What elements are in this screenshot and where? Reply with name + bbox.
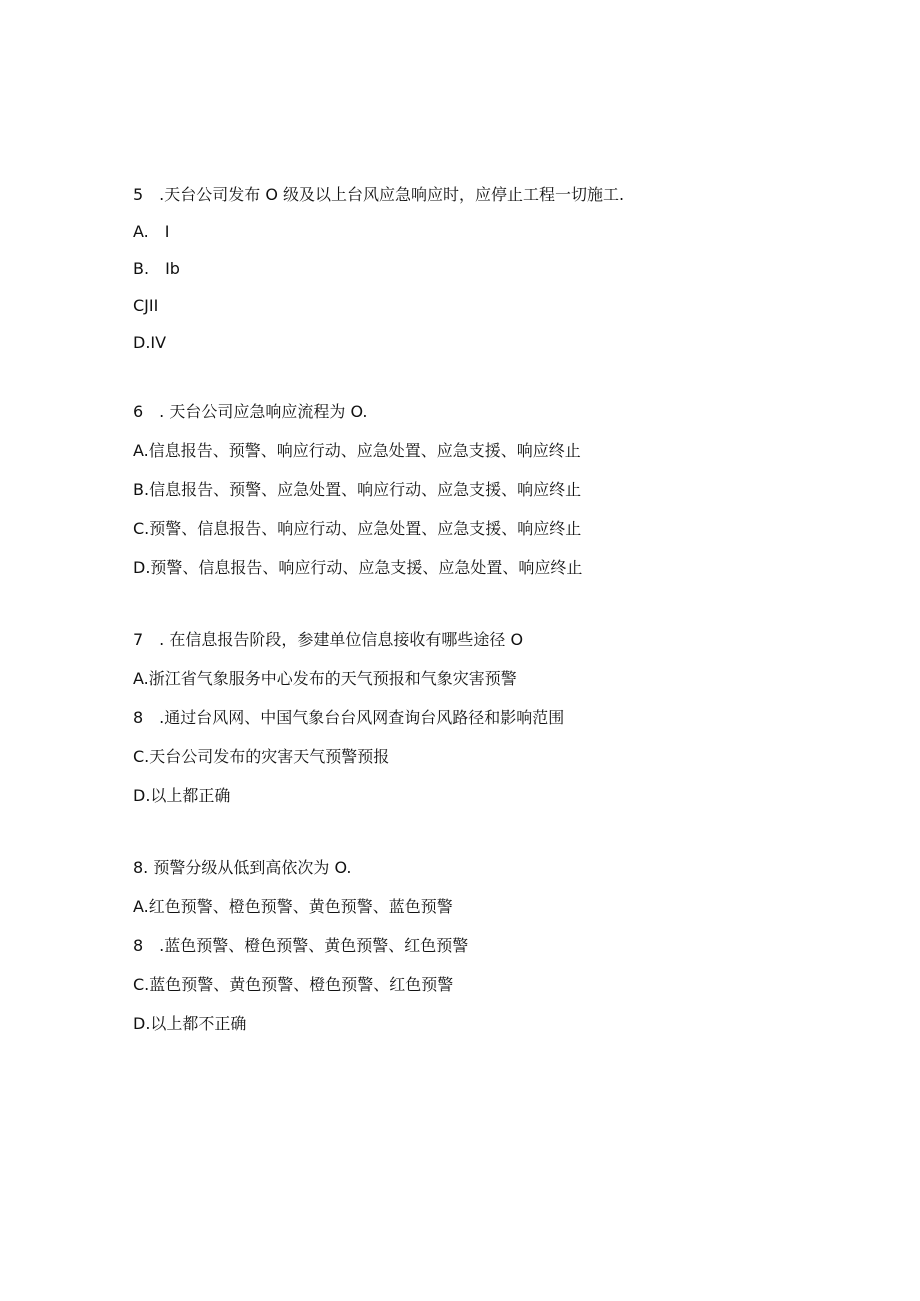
question-6-option-c: C.预警、信息报告、响应行动、应急处置、应急支援、响应终止 bbox=[133, 519, 582, 538]
question-7-option-a: A.浙江省气象服务中心发布的天气预报和气象灾害预警 bbox=[133, 669, 517, 688]
question-5-option-b: B. Ib bbox=[133, 259, 180, 278]
question-6-option-a: A.信息报告、预警、响应行动、应急处置、应急支援、响应终止 bbox=[133, 441, 581, 460]
question-7-option-b: 8 .通过台风网、中国气象台台风网查询台风路径和影响范围 bbox=[133, 708, 565, 727]
question-7-option-d: D.以上都正确 bbox=[133, 786, 231, 805]
question-5-stem: 5 .天台公司发布 O 级及以上台风应急响应时，应停止工程一切施工. bbox=[133, 185, 625, 204]
question-8-option-a: A.红色预警、橙色预警、黄色预警、蓝色预警 bbox=[133, 897, 453, 916]
question-5-option-d: D.IV bbox=[133, 333, 167, 352]
question-8-stem: 8. 预警分级从低到高依次为 O. bbox=[133, 858, 352, 877]
question-6-stem: 6 . 天台公司应急响应流程为 O. bbox=[133, 402, 368, 421]
question-8-option-c: C.蓝色预警、黄色预警、橙色预警、红色预警 bbox=[133, 975, 454, 994]
question-6-option-d: D.预警、信息报告、响应行动、应急支援、应急处置、响应终止 bbox=[133, 558, 583, 577]
question-5-option-a: A. I bbox=[133, 222, 170, 241]
question-7-stem: 7 . 在信息报告阶段，参建单位信息接收有哪些途径 O bbox=[133, 630, 524, 649]
question-8-option-b: 8 .蓝色预警、橙色预警、黄色预警、红色预警 bbox=[133, 936, 469, 955]
question-7-option-c: C.天台公司发布的灾害天气预警预报 bbox=[133, 747, 390, 766]
question-5-option-c: CJII bbox=[133, 296, 159, 315]
question-8-option-d: D.以上都不正确 bbox=[133, 1014, 247, 1033]
question-6-option-b: B.信息报告、预警、应急处置、响应行动、应急支援、响应终止 bbox=[133, 480, 582, 499]
